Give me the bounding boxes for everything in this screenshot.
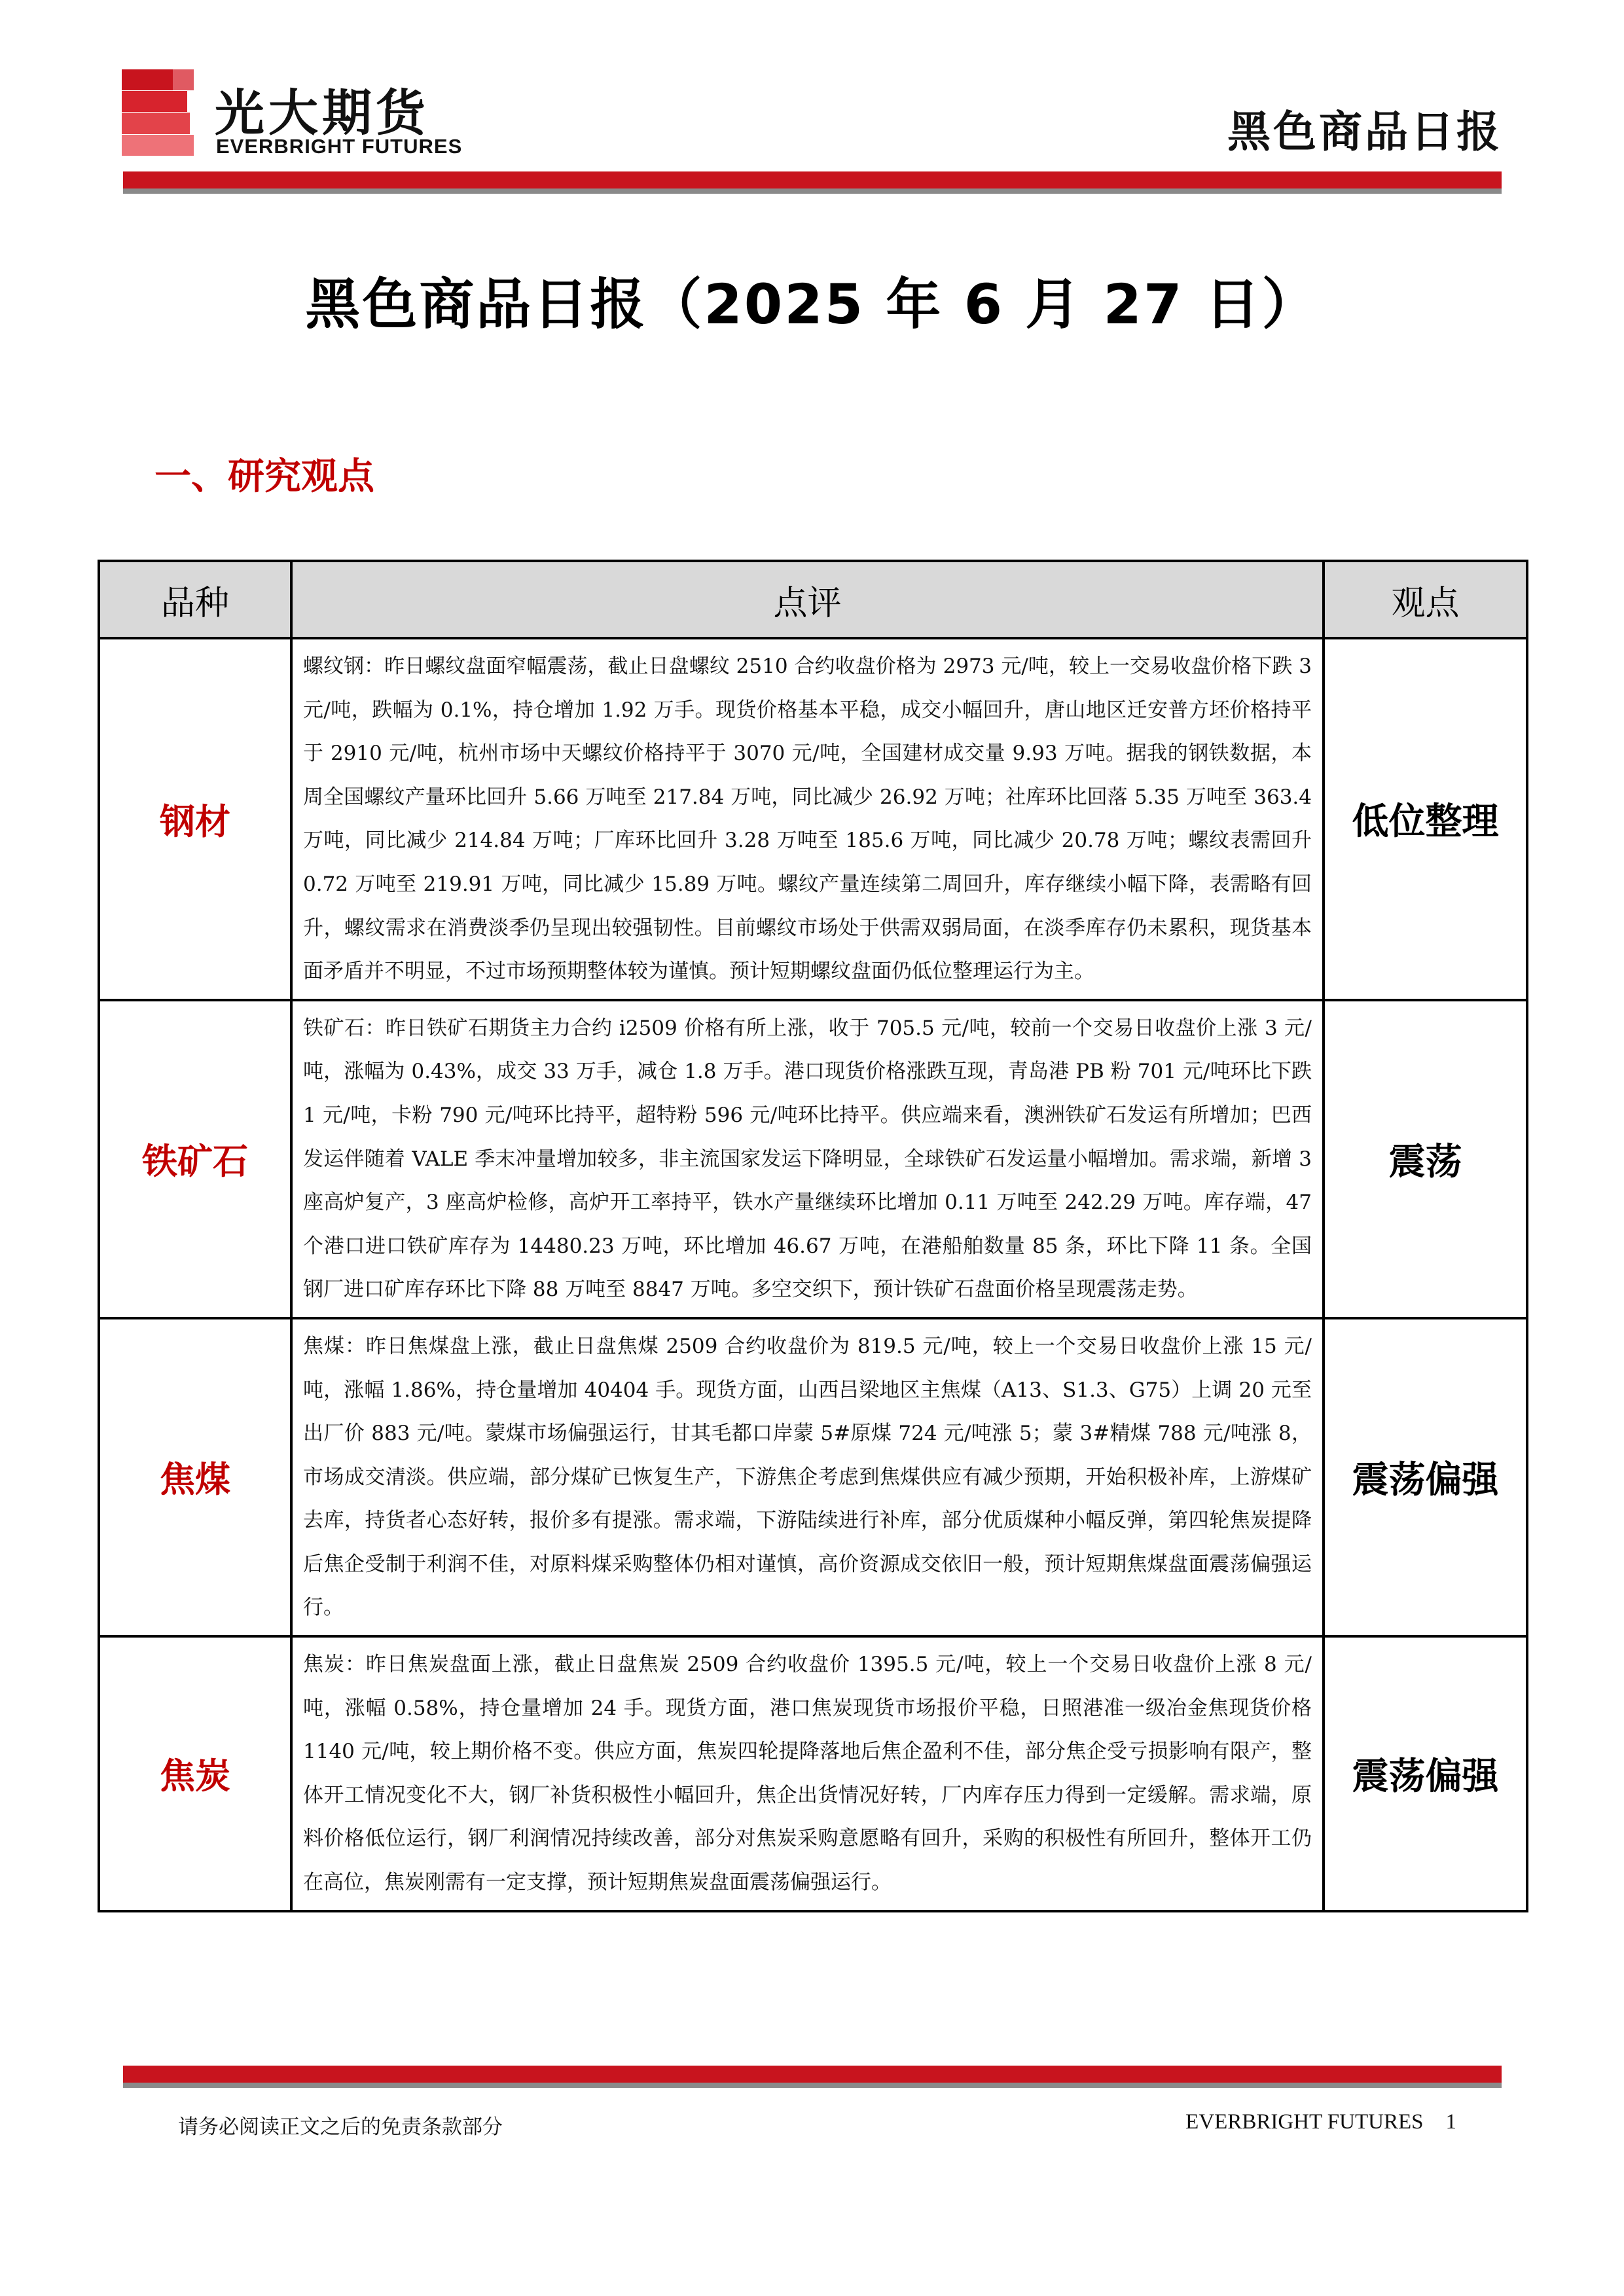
table-row-steel <box>99 638 1527 1000</box>
logo-name-en: EVERBRIGHT FUTURES <box>216 135 463 158</box>
header-divider-grey <box>123 188 1502 194</box>
header-variety: 品种 <box>99 561 291 638</box>
research-views-table <box>98 560 1528 1912</box>
header-divider-red <box>123 171 1502 188</box>
view-cell: 低位整理 <box>1324 638 1527 1000</box>
document-title: 黑色商品日报（2025 年 6 月 27 日） <box>305 272 1319 336</box>
section-title: 一、研究观点 <box>154 456 374 498</box>
table-row-coke <box>99 1636 1527 1911</box>
footer-divider-red <box>123 2066 1502 2083</box>
table-header-row <box>99 561 1527 638</box>
footer-divider-grey <box>123 2083 1502 2088</box>
table-row-coking-coal <box>99 1318 1527 1636</box>
comment-cell: 焦煤：昨日焦煤盘上涨，截止日盘焦煤 2509 合约收盘价为 819.5 元/吨，较上一个交易日收盘价上涨 15 元/吨，涨幅 1.86%，持仓量增加 40404 手。现货方面，山西吕梁地区主焦煤（A13、S1.3、G75）上调 20 元至出厂价 883 元/吨。蒙煤市场偏强运行，甘其毛都口岸蒙 5#原煤 724 元/吨涨 5；蒙 3#精煤 788 元/吨涨 8，市场成交清淡。供应端，部分煤矿已恢复生产，下游焦企考虑到焦煤供应有减少预期，开始积极补库，上游煤矿去库，持货者心态好转，报价多有提涨。需求端，下游陆续进行补库，部分优质煤种小幅反弹，第四轮焦炭提降后焦企受制于利润不佳，对原料煤采购整体仍相对谨慎，高价资源成交依旧一般，预计短期焦煤盘面震荡偏强运行。 <box>291 1318 1324 1636</box>
header-comment: 点评 <box>291 561 1324 638</box>
variety-cell: 铁矿石 <box>99 1000 291 1318</box>
header-view: 观点 <box>1324 561 1527 638</box>
comment-cell: 螺纹钢：昨日螺纹盘面窄幅震荡，截止日盘螺纹 2510 合约收盘价格为 2973 元/吨，较上一交易收盘价格下跌 3 元/吨，跌幅为 0.1%，持仓增加 1.92 万手。现货价格基本平稳，成交小幅回升，唐山地区迁安普方坯价格持平于 2910 元/吨，杭州市场中天螺纹价格持平于 3070 元/吨，全国建材成交量 9.93 万吨。据我的钢铁数据，本周全国螺纹产量环比回升 5.66 万吨至 217.84 万吨，同比减少 26.92 万吨；社库环比回落 5.35 万吨至 363.4 万吨，同比减少 214.84 万吨；厂库环比回升 3.28 万吨至 185.6 万吨，同比减少 20.78 万吨；螺纹表需回升 0.72 万吨至 219.91 万吨，同比减少 15.89 万吨。螺纹产量连续第二周回升，库存继续小幅下降，表需略有回升，螺纹需求在消费淡季仍呈现出较强韧性。目前螺纹市场处于供需双弱局面，在淡季库存仍未累积，现货基本面矛盾并不明显，不过市场预期整体较为谨慎。预计短期螺纹盘面仍低位整理运行为主。 <box>291 638 1324 1000</box>
comment-cell: 焦炭：昨日焦炭盘面上涨，截止日盘焦炭 2509 合约收盘价 1395.5 元/吨，较上一个交易日收盘价上涨 8 元/吨，涨幅 0.58%，持仓量增加 24 手。现货方面，港口焦炭现货市场报价平稳，日照港准一级冶金焦现货价格 1140 元/吨，较上期价格不变。供应方面，焦炭四轮提降落地后焦企盈利不佳，部分焦企受亏损影响有限产，整体开工情况变化不大，钢厂补货积极性小幅回升，焦企出货情况好转，厂内库存压力得到一定缓解。需求端，原料价格低位运行，钢厂利润情况持续改善，部分对焦炭采购意愿略有回升，采购的积极性有所回升，整体开工仍在高位，焦炭刚需有一定支撑，预计短期焦炭盘面震荡偏强运行。 <box>291 1636 1324 1911</box>
header-report-type: 黑色商品日报 <box>1227 107 1502 157</box>
page-number: 1 <box>1445 2110 1456 2134</box>
logo-name-cn: 光大期货 <box>215 84 429 142</box>
variety-cell: 钢材 <box>99 638 291 1000</box>
comment-cell: 铁矿石：昨日铁矿石期货主力合约 i2509 价格有所上涨，收于 705.5 元/吨，较前一个交易日收盘价上涨 3 元/吨，涨幅为 0.43%，成交 33 万手，减仓 1.8 万手。港口现货价格涨跌互现，青岛港 PB 粉 701 元/吨环比下跌 1 元/吨，卡粉 790 元/吨环比持平，超特粉 596 元/吨环比持平。供应端来看，澳洲铁矿石发运有所增加；巴西发运伴随着 VALE 季末冲量增加较多，非主流国家发运下降明显，全球铁矿石发运量小幅增加。需求端，新增 3 座高炉复产，3 座高炉检修，高炉开工率持平，铁水产量继续环比增加 0.11 万吨至 242.29 万吨。库存端，47 个港口进口铁矿库存为 14480.23 万吨，环比增加 46.67 万吨，在港船舶数量 85 条，环比下降 11 条。全国钢厂进口矿库存环比下降 88 万吨至 8847 万吨。多空交织下，预计铁矿石盘面价格呈现震荡走势。 <box>291 1000 1324 1318</box>
view-cell: 震荡偏强 <box>1324 1318 1527 1636</box>
footer-brand-page <box>1185 2110 1456 2134</box>
view-cell: 震荡偏强 <box>1324 1636 1527 1911</box>
company-logo <box>122 69 463 161</box>
footer-disclaimer: 请务必阅读正文之后的免责条款部分 <box>178 2115 503 2139</box>
view-cell: 震荡 <box>1324 1000 1527 1318</box>
table-row-iron-ore <box>99 1000 1527 1318</box>
footer-brand: EVERBRIGHT FUTURES <box>1185 2110 1424 2134</box>
variety-cell: 焦煤 <box>99 1318 291 1636</box>
variety-cell: 焦炭 <box>99 1636 291 1911</box>
everbright-logo-icon <box>122 69 194 156</box>
